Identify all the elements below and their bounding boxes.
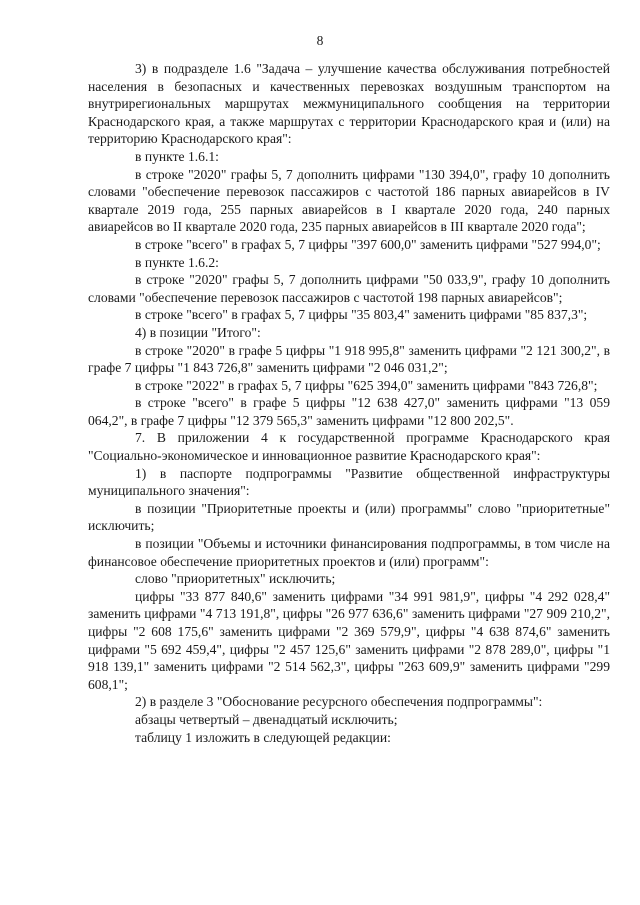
paragraph-figures-replacement: цифры "33 877 840,6" заменить цифрами "34 991 981,9", цифры "4 292 028,4" заменить цифрами "4 713 191,8", цифры "26 977 636,6" заменить цифрами "27 909 210,2", цифры "2 608 175,6" заменить цифрами "2 369 579,9", цифры "4 638 874,6" заменить цифрами "5 692 459,4", цифры "2 457 125,6" заменить цифрами "2 878 289,0", цифры "1 918 139,1" заменить цифрами "2 514 562,3", цифры "263 609,9" заменить цифрами "299 608,1"; [88, 588, 610, 692]
paragraph-word-priority-excluded: слово "приоритетных" исключить; [135, 571, 336, 587]
page-number: 8 [316, 33, 324, 48]
paragraph-position-itogo: 4) в позиции "Итого": [135, 324, 261, 340]
paragraph-point-1-6-1: в пункте 1.6.1: [135, 148, 219, 164]
paragraph-funding-volumes: в позиции "Объемы и источники финансирования подпрограммы, в том числе на финансовое обеспечение приоритетных проектов и (или) программ": [88, 536, 610, 569]
paragraph-priority-projects: в позиции "Приоритетные проекты и (или) программы" слово "приоритетные" исключить; [88, 500, 610, 534]
paragraph-itogo-row-total: в строке "всего" в графе 5 цифры "12 638 427,0" заменить цифрами "13 059 064,2", в графе 7 цифры "12 379 565,3" заменить цифрами "12 800 202,5". [88, 395, 610, 428]
paragraph-table-1: таблицу 1 изложить в следующей редакции: [135, 729, 391, 745]
paragraph-row-total-1-6-1: в строке "всего" в графах 5, 7 цифры "397 600,0" заменить цифрами "527 994,0"; [135, 236, 601, 252]
paragraph-appendix-4: 7. В приложении 4 к государственной программе Краснодарского края "Социально-экономическое и инновационное развитие Краснодарского края": [88, 430, 610, 464]
paragraph-subprogram-passport: 1) в паспорте подпрограммы "Развитие общественной инфраструктуры муниципального значения": [88, 465, 610, 499]
document-body [88, 60, 610, 746]
paragraph-itogo-row-2022: в строке "2022" в графах 5, 7 цифры "625 394,0" заменить цифрами "843 726,8"; [135, 377, 598, 393]
paragraph-row-2020-1-6-2: в строке "2020" графы 5, 7 дополнить цифрами "50 033,9", графу 10 дополнить словами "обеспечение перевозок пассажиров с частотой 198 парных авиарейсов"; [88, 272, 610, 305]
paragraph-itogo-row-2020: в строке "2020" в графе 5 цифры "1 918 995,8" заменить цифрами "2 121 300,2", в графе 7 цифры "1 843 726,8" заменить цифрами "2 046 031,2"; [88, 342, 610, 376]
paragraph-row-total-1-6-2: в строке "всего" в графах 5, 7 цифры "35 803,4" заменить цифрами "85 837,3"; [135, 307, 588, 323]
paragraph-section-3: 2) в разделе 3 "Обоснование ресурсного обеспечения подпрограммы": [135, 694, 543, 710]
paragraph-point-1-6-2: в пункте 1.6.2: [135, 254, 219, 270]
paragraph-row-2020-1-6-1: в строке "2020" графы 5, 7 дополнить цифрами "130 394,0", графу 10 дополнить словами "обеспечение перевозок пассажиров с частотой 186 парных авиарейсов в IV квартале 2019 года, 255 парных авиарейсов в I квартале 2020 года, 240 парных авиарейсов во II квартале 2020 года, 235 парных авиарейсов в III квартале 2020 года"; [88, 166, 610, 235]
paragraph-exclude-paragraphs: абзацы четвертый – двенадцатый исключить; [135, 711, 398, 727]
paragraph-subsection-1-6: 3) в подразделе 1.6 "Задача – улучшение качества обслуживания потребностей населения в безопасных и качественных перевозках воздушным транспортом на внутрирегиональных маршрутах межмуниципального сообщения на территории Краснодарского края, а также маршрутах с территории Краснодарского края и (или) на территорию Краснодарского края": [88, 61, 610, 147]
